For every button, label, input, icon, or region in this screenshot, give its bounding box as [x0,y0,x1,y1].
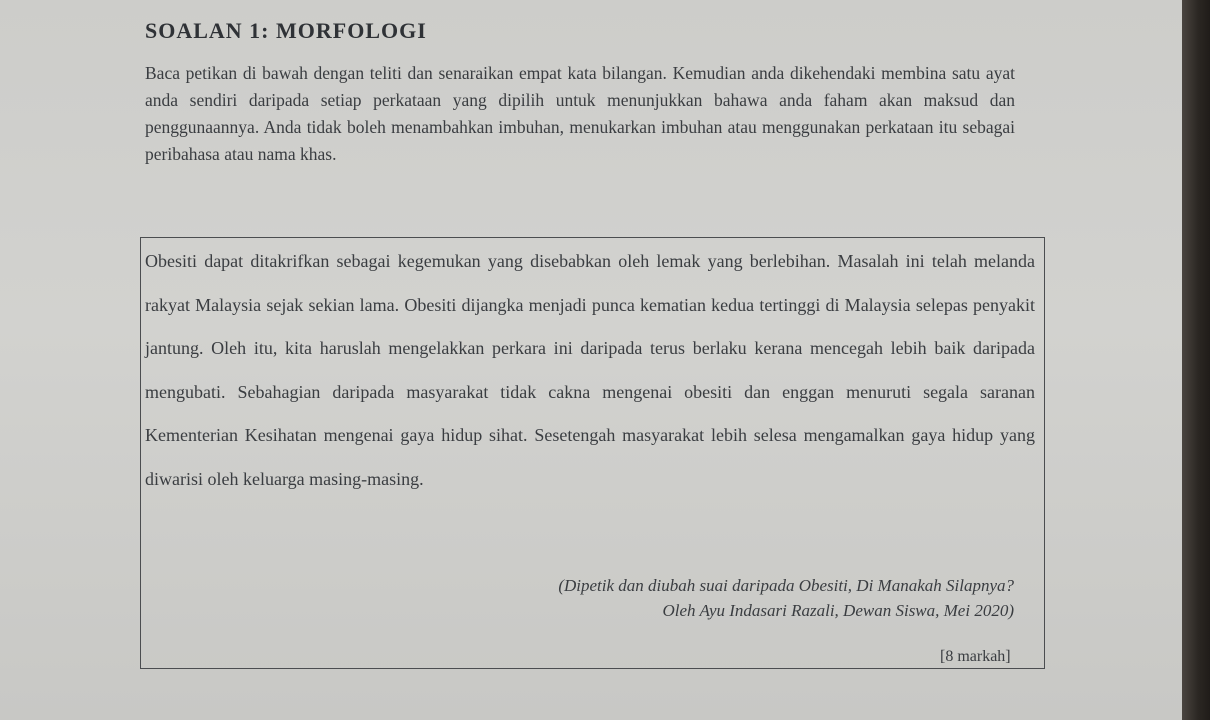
citation-line-2: Oleh Ayu Indasari Razali, Dewan Siswa, Mei 2020) [662,601,1014,620]
citation-line-1: (Dipetik dan diubah suai daripada Obesiti, Di Manakah Silapnya? [558,576,1014,595]
marks-label: [8 markah] [940,648,1011,665]
passage-citation [558,573,1014,623]
passage-text: Obesiti dapat ditakrifkan sebagai kegemukan yang disebabkan oleh lemak yang berlebihan. Masalah ini telah melanda rakyat Malaysia sejak sekian lama. Obesiti dijangka menjadi punca kematian kedua tertinggi di Malaysia selepas penyakit jantung. Oleh itu, kita haruslah mengelakkan perkara ini daripada terus berlaku kerana mencegah lebih baik daripada mengubati. Sebahagian daripada masyarakat tidak cakna mengenai obesiti dan enggan menuruti segala saranan Kementerian Kesihatan mengenai gaya hidup sihat. Sesetengah masyarakat lebih selesa mengamalkan gaya hidup yang diwarisi oleh keluarga masing-masing. [145,251,1035,489]
question-instructions: Baca petikan di bawah dengan teliti dan senaraikan empat kata bilangan. Kemudian anda dikehendaki membina satu ayat anda sendiri daripada setiap perkataan yang dipilih untuk menunjukkan bahawa anda faham akan maksud dan penggunaannya. Anda tidak boleh menambahkan imbuhan, menukarkan imbuhan atau menggunakan perkataan itu sebagai peribahasa atau nama khas. [145,63,1015,164]
page-edge-shadow [1182,0,1210,720]
question-heading: SOALAN 1: MORFOLOGI [145,18,427,43]
